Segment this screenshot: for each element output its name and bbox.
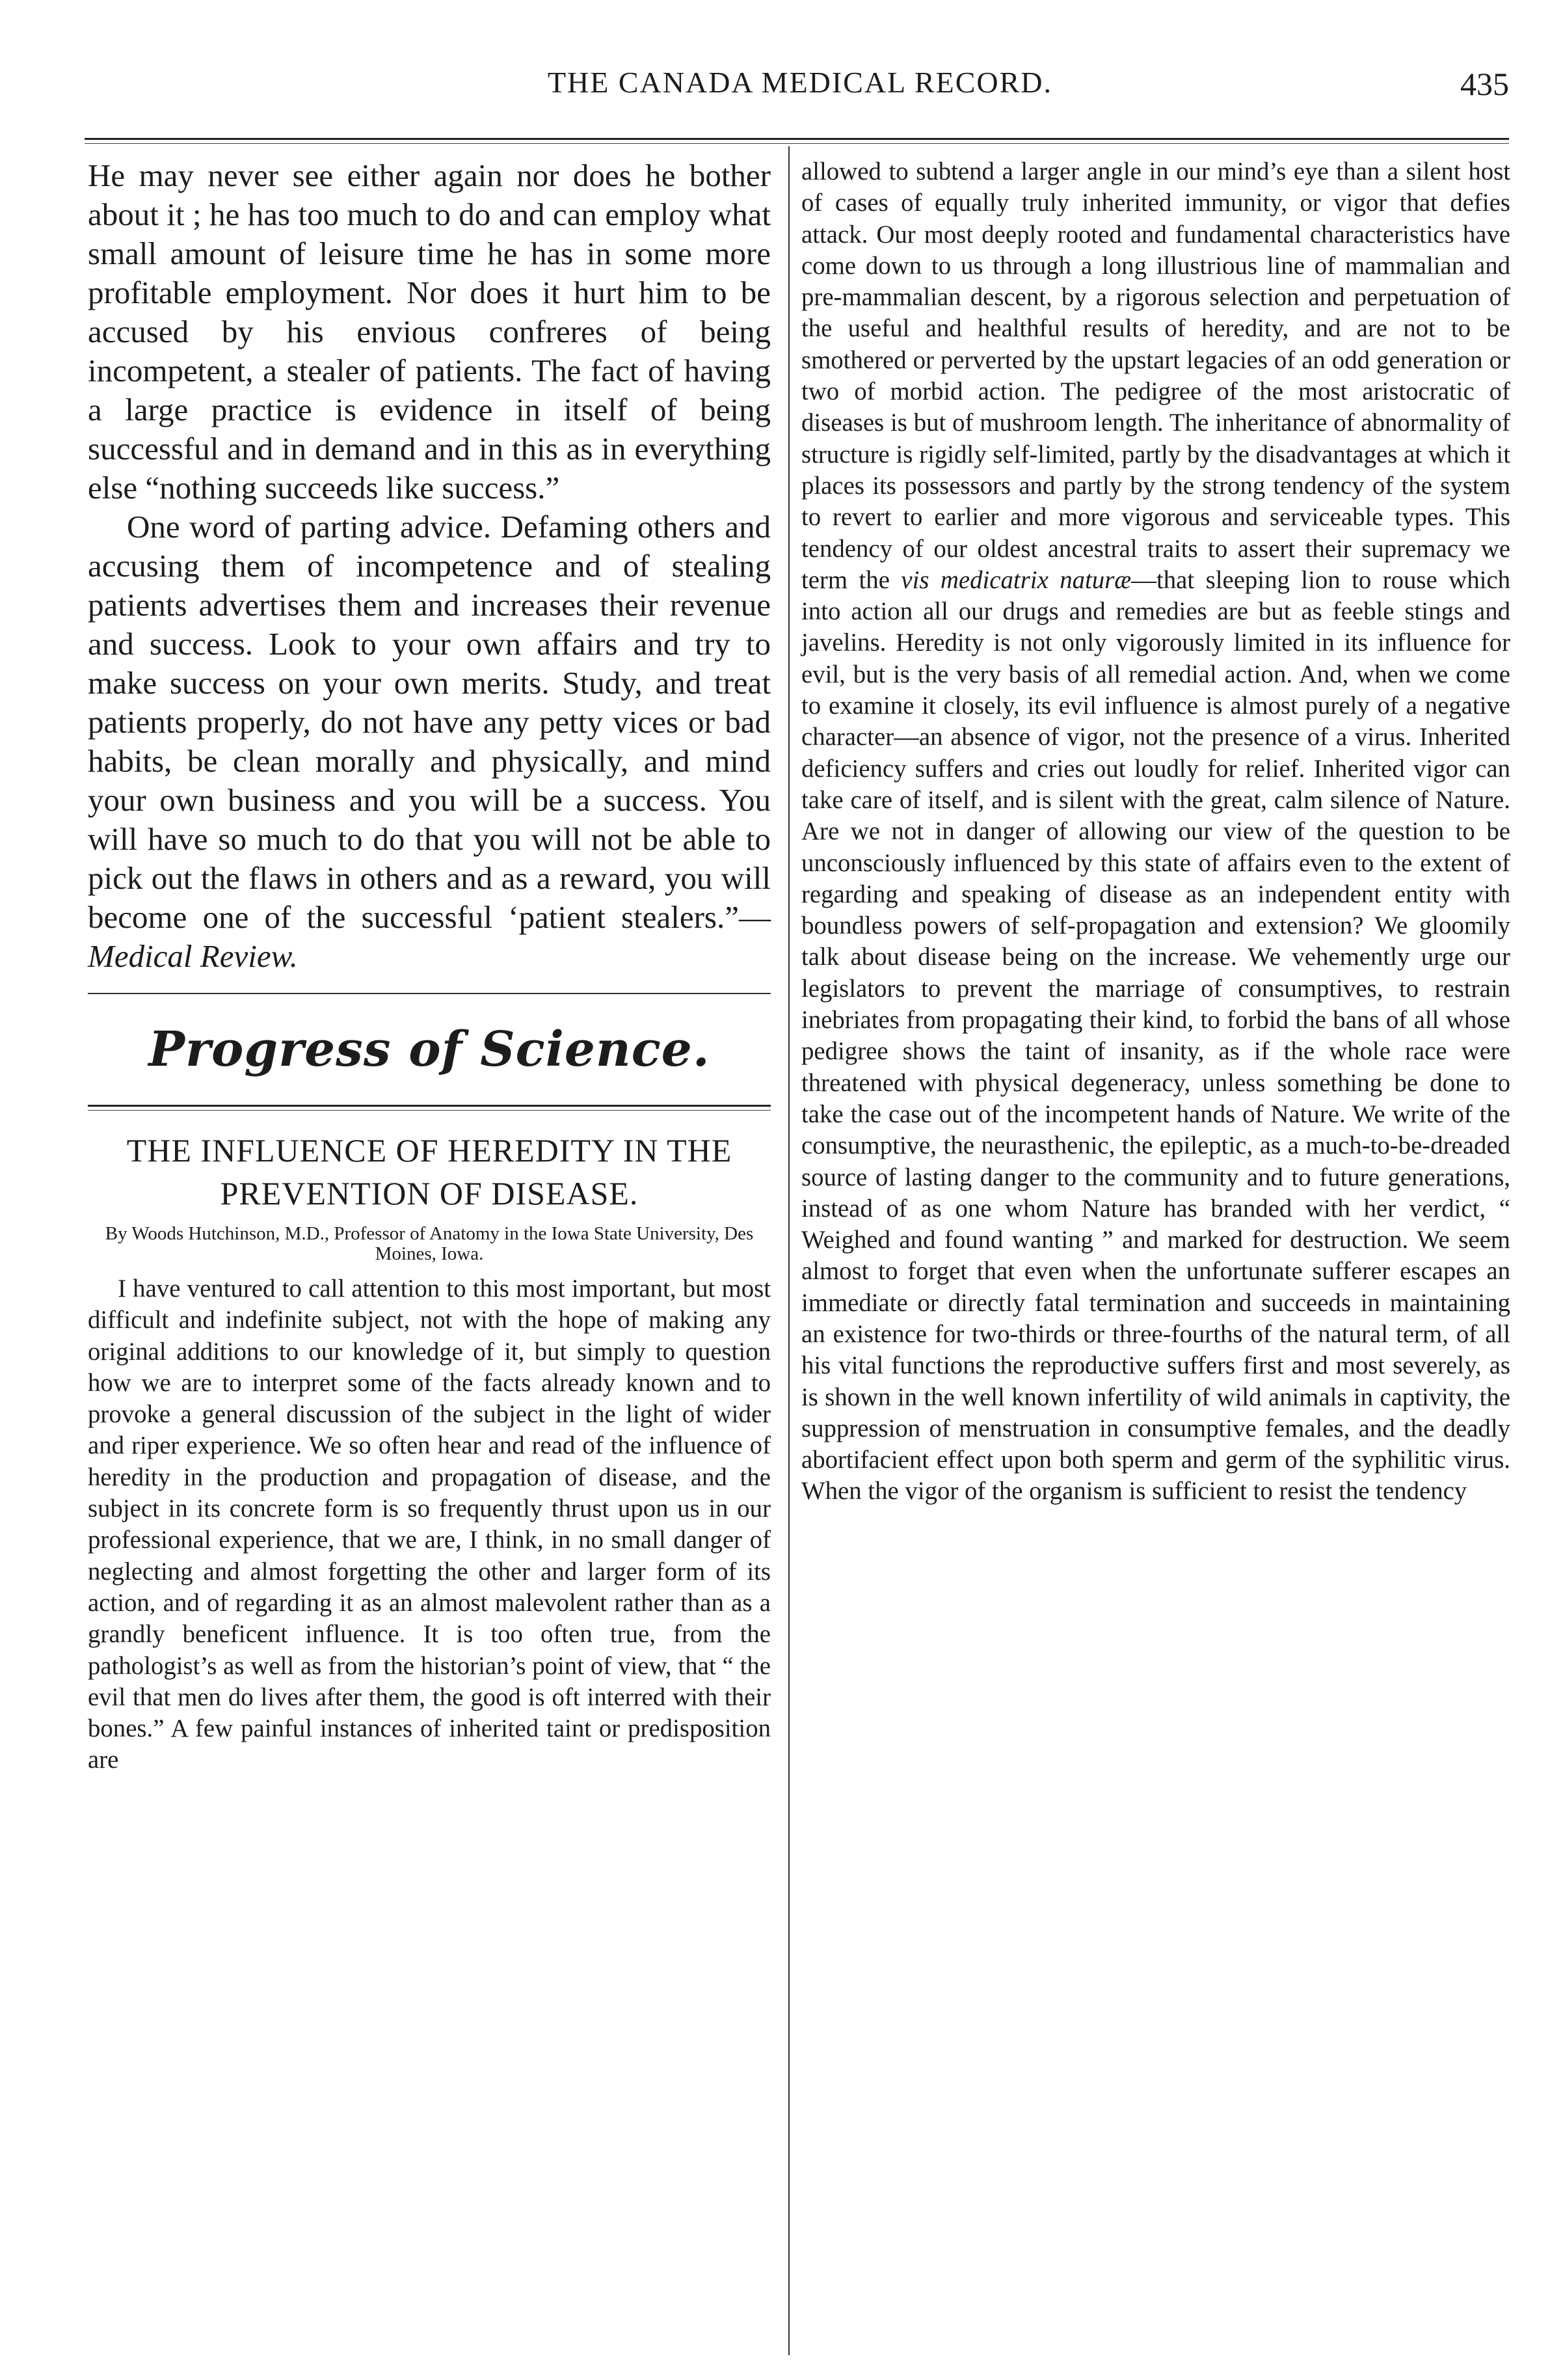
article-body-right	[801, 156, 1510, 1508]
right-column	[801, 156, 1510, 1508]
section-bottom-rule	[88, 1105, 771, 1111]
body-text-part1: allowed to subtend a larger angle in our mind’s eye than a silent host of cases of equally truly inherited immunity, or vigor that defies attack. Our most deeply rooted and fundamental characteristics have come down to us through a long illustrious line of mammalian and pre-mammalian descent, by a rigorous selection and perpetuation of the useful and healthful results of heredity, and are not to be smothered or perverted by the upstart legacies of an odd generation or two of morbid action. The pedigree of the most aristocratic of diseases is but of mushroom length. The inheritance of abnormality of structure is rigidly self-limited, partly by the disadvantages at which it places its possessors and partly by the strong tendency of the system to revert to earlier and more vigorous and serviceable types. This tendency of our oldest ancestral traits to assert their supremacy we term the	[801, 157, 1510, 594]
header-rule-thin	[85, 143, 1509, 144]
header-rule	[85, 138, 1509, 140]
latin-term: vis medicatrix naturæ	[901, 565, 1132, 594]
left-column	[88, 156, 771, 1776]
article-title: THE INFLUENCE OF HEREDITY IN THE PREVENTION OF DISEASE.	[126, 1132, 732, 1211]
page-number: 435	[1460, 66, 1509, 102]
source-citation: Medical Review.	[88, 938, 298, 974]
article-byline: By Woods Hutchinson, M.D., Professor of Anatomy in the Iowa State University, Des Moines, Iowa.	[105, 1223, 754, 1264]
article-continuation-paragraph: He may never see either again nor does he bother about it ; he has too much to do and can employ what small amount of leisure time he has in some more profitable employment. Nor does it hurt him to be accused by his envious confreres of being incompetent, a stealer of patients. The fact of having a large practice is evidence in itself of being successful and in demand and in this as in everything else “nothing succeeds like success.”	[88, 157, 771, 506]
column-divider	[788, 146, 790, 2355]
parting-advice-text: One word of parting advice. Defaming others and accusing them of incompetence and of stealing patients advertises them and increases their revenue and success. Look to your own affairs and try to make success on your own merits. Study, and treat patients properly, do not have any petty vices or bad habits, be clean morally and physically, and mind your own business and you will be a success. You will have so much to do that you will not be able to pick out the flaws in others and as a reward, you will become one of the successful ‘patient stealers.”—	[88, 509, 771, 935]
page-header	[85, 65, 1509, 111]
body-text-part2: —that sleeping lion to rouse which into action all our drugs and remedies are but as feeble stings and javelins. Heredity is not only vigorously limited in its influence for evil, but is the very basis of all remedial action. And, when we come to examine it closely, its evil influence is almost purely of a negative character—an absence of vigor, not the presence of a virus. Inherited deficiency suffers and cries out loudly for relief. Inherited vigor can take care of itself, and is silent with the great, calm silence of Nature. Are we not in danger of allowing our view of the question to be unconsciously influenced by this state of affairs even to the extent of regarding and speaking of disease as an independent entity with boundless powers of self-propagation and extension? We gloomily talk about disease being on the increase. We vehemently urge our legislators to prevent the marriage of consumptives, to restrain inebriates from propagating their kind, to forbid the bans of all whose pedigree shows the taint of insanity, as if the whole race were threatened with physical degeneracy, unless something be done to take the case out of the incompetent hands of Nature. We write of the consumptive, the neurasthenic, the epileptic, as a much-to-be-dreaded source of lasting danger to the community and to future generations, instead of as one whom Nature has branded with her verdict, “ Weighed and found wanting ” and marked for destruction. We seem almost to forget that even when the unfortunate sufferer escapes an immediate or directly fatal termination and succeeds in maintaining an existence for two-thirds or three-fourths of the natural term, of all his vital functions the reproductive suffers first and most severely, as is shown in the well known infertility of wild animals in captivity, the suppression of menstruation in consumptive females, and the deadly abortifacient effect upon both sperm and germ of the syphilitic virus. When the vigor of the organism is sufficient to resist the tendency	[801, 565, 1510, 1506]
running-title: THE CANADA MEDICAL RECORD.	[547, 66, 1053, 99]
section-heading: Progress of Science.	[148, 1021, 710, 1077]
parting-advice-paragraph	[88, 507, 771, 976]
article-body-left: I have ventured to call attention to this most important, but most difficult and indefinite subject, not with the hope of making any original additions to our knowledge of it, but simply to question how we are to interpret some of the facts already known and to provoke a general discussion of the subject in the light of wider and riper experience. We so often hear and read of the influence of heredity in the production and propagation of disease, and the subject in its concrete form is so frequently thrust upon us in our professional experience, that we are, I think, in no small danger of neglecting and almost forgetting the other and larger form of its action, and of regarding it as an almost malevolent rather than as a grandly beneficent influence. It is too often true, from the pathologist’s as well as from the historian’s point of view, that “ the evil that men do lives after them, the good is oft interred with their bones.” A few painful instances of inherited taint or predisposition are	[88, 1275, 771, 1774]
